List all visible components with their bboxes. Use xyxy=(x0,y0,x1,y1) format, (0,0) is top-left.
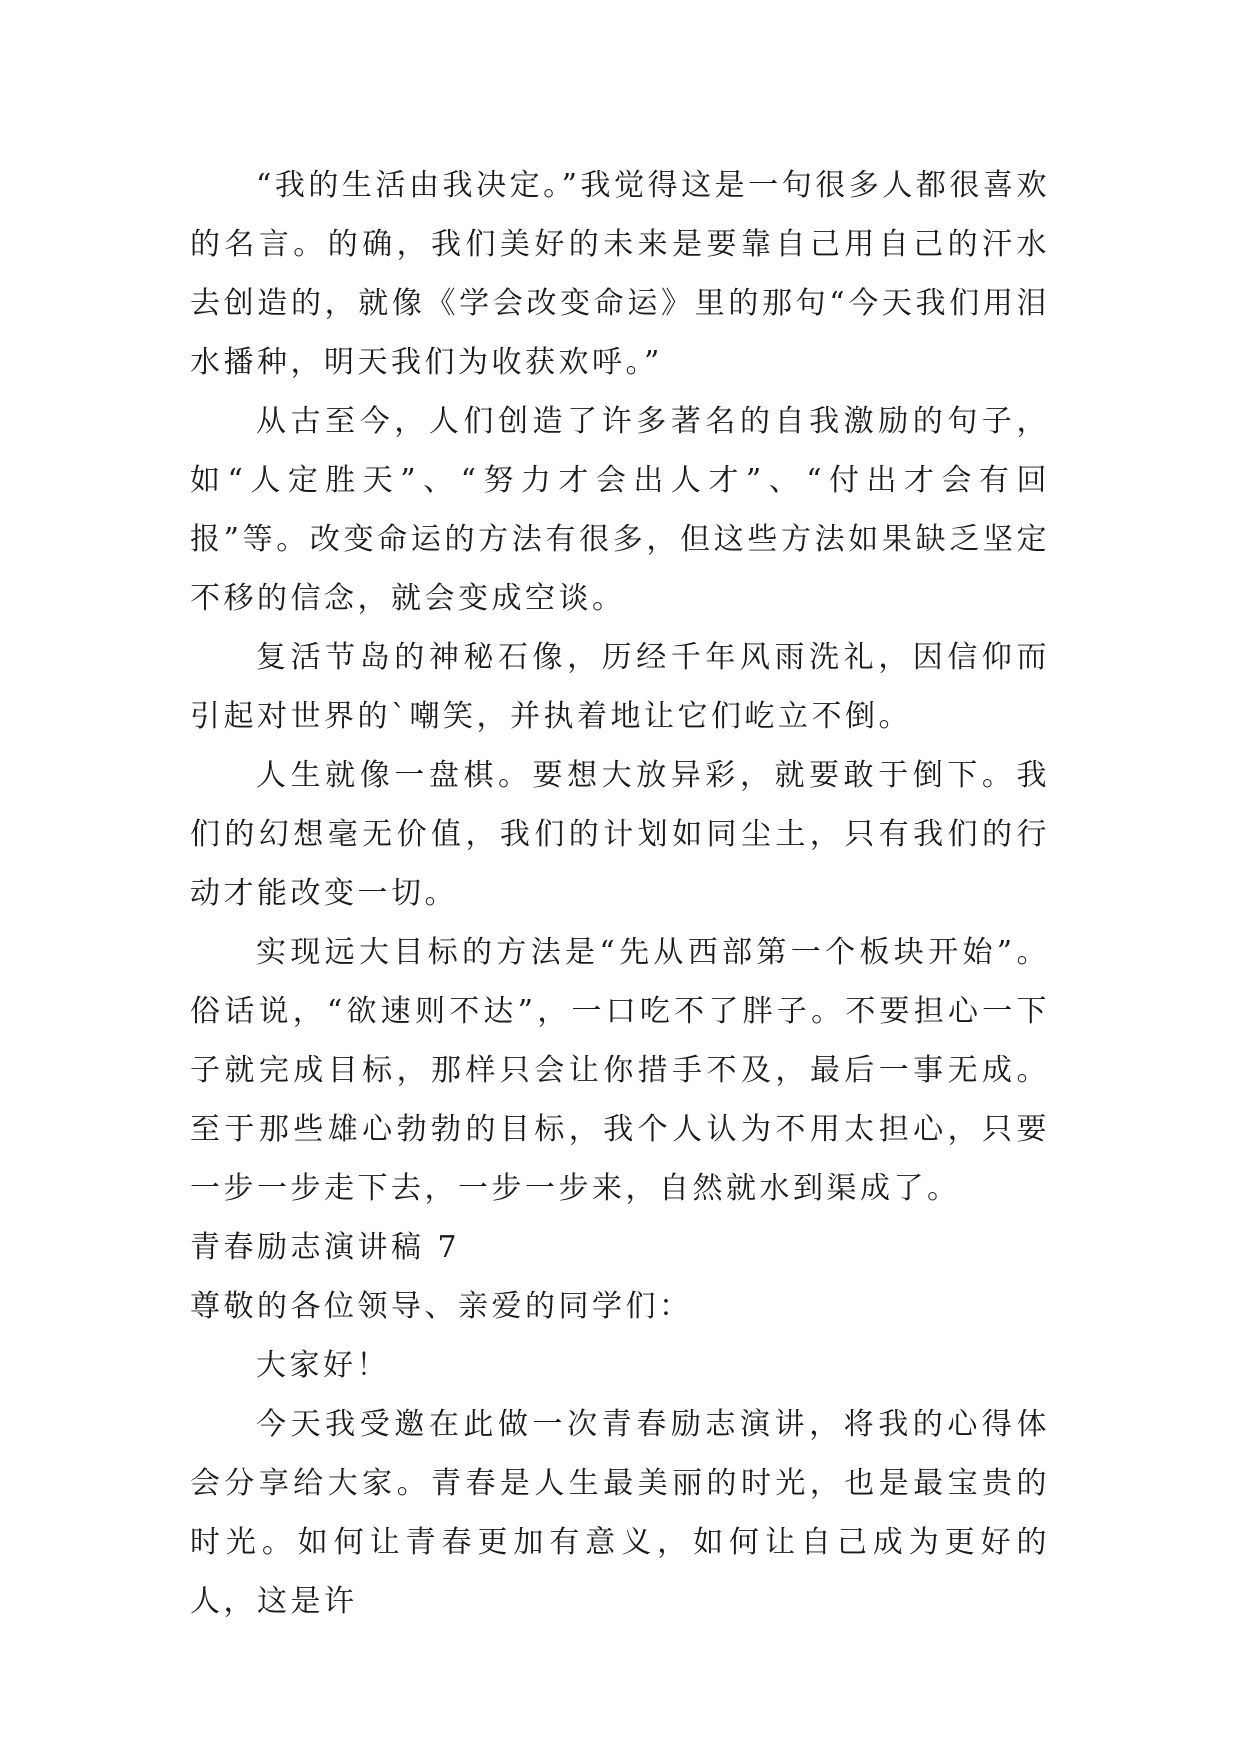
paragraph: 复活节岛的神秘石像，历经千年风雨洗礼，因信仰而引起对世界的`嘲笑，并执着地让它们屹立不倒。 xyxy=(190,640,1050,734)
paragraph: 人生就像一盘棋。要想大放异彩，就要敢于倒下。我们的幻想毫无价值，我们的计划如同尘土，只有我们的行动才能改变一切。 xyxy=(190,758,1050,911)
greeting: 大家好！ xyxy=(256,1348,390,1383)
paragraph: 从古至今，人们创造了许多著名的自我激励的句子，如“人定胜天”、“努力才会出人才”、“付出才会有回报”等。改变命运的方法有很多，但这些方法如果缺乏坚定不移的信念，就会变成空谈。 xyxy=(190,404,1050,616)
salutation: 尊敬的各位领导、亲爱的同学们： xyxy=(190,1289,693,1324)
paragraph: “我的生活由我决定。”我觉得这是一句很多人都很喜欢的名言。的确，我们美好的未来是要靠自己用自己的汗水去创造的，就像《学会改变命运》里的那句“今天我们用泪水播种，明天我们为收获欢呼。” xyxy=(190,168,1050,380)
paragraph: 实现远大目标的方法是“先从西部第一个板块开始”。俗话说，“欲速则不达”，一口吃不了胖子。不要担心一下子就完成目标，那样只会让你措手不及，最后一事无成。至于那些雄心勃勃的目标，我个人认为不用太担心，只要一步一步走下去，一步一步来，自然就水到渠成了。 xyxy=(190,935,1050,1206)
document-body xyxy=(190,156,1050,1631)
section-title: 青春励志演讲稿 7 xyxy=(190,1230,461,1265)
paragraph: 今天我受邀在此做一次青春励志演讲，将我的心得体会分享给大家。青春是人生最美丽的时光，也是最宝贵的时光。如何让青春更加有意义，如何让自己成为更好的人，这是许 xyxy=(190,1407,1050,1619)
